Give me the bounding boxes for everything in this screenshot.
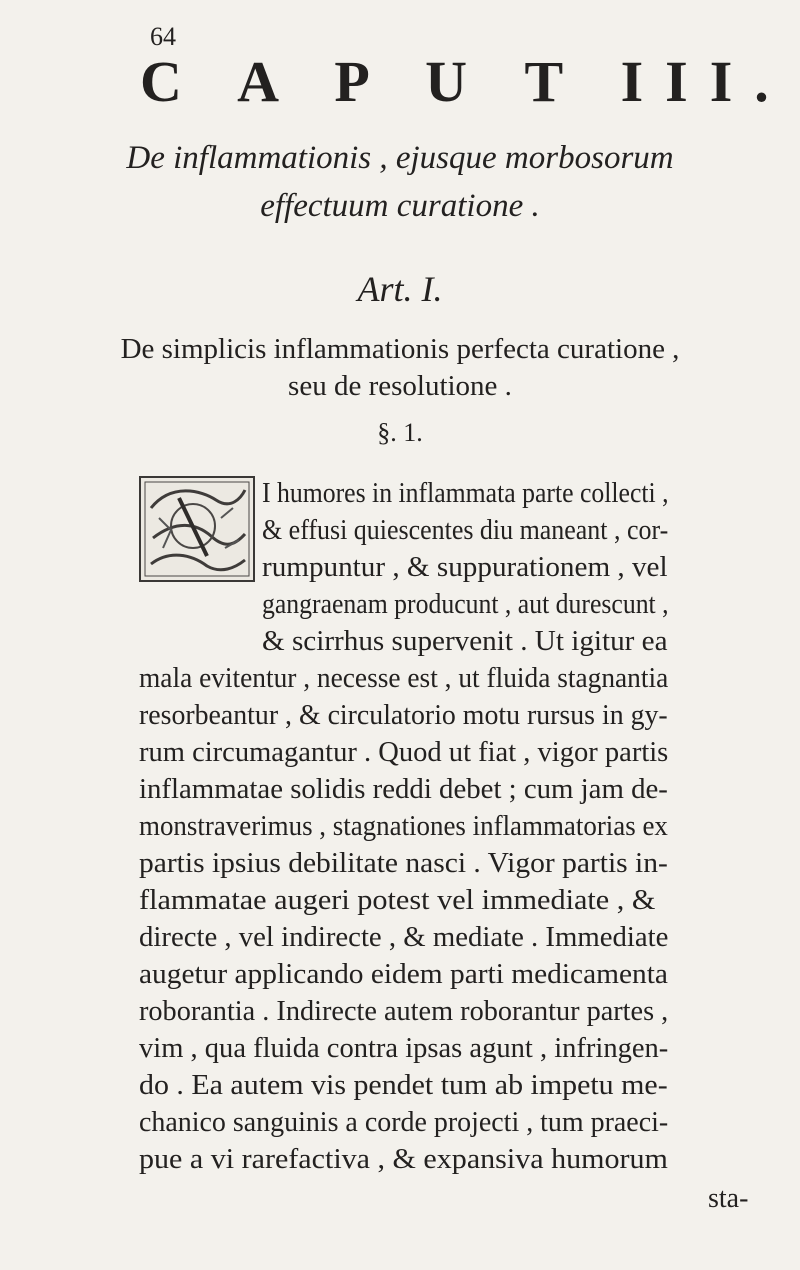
chapter-subtitle-line-1: De inflammationis , ejusque morbosorum [126, 140, 674, 176]
text-line: inflammatae solidis reddi debet ; cum jam de- [139, 774, 668, 805]
text-line: do . Ea autem vis pendet tum ab impetu me- [139, 1070, 668, 1101]
section-heading-line-1: De simplicis inflammationis perfecta curatione , [120, 333, 680, 365]
text-line: pue a vi rarefactiva , & expansiva humorum [139, 1144, 668, 1175]
chapter-title: C A P U T III. [140, 49, 791, 114]
text-line: monstraverimus , stagnationes inflammatorias ex [139, 811, 668, 842]
text-line: directe , vel indirecte , & mediate . Immediate [139, 922, 669, 953]
text-line: rumpuntur , & suppurationem , vel [262, 552, 668, 583]
decorative-initial-icon [139, 476, 255, 582]
text-line: partis ipsius debilitate nasci . Vigor partis in- [139, 848, 668, 879]
text-line: flammatae augeri potest vel immediate , & [139, 885, 656, 916]
text-line: augetur applicando eidem parti medicamenta [139, 959, 668, 990]
section-heading-line-2: seu de resolutione . [288, 370, 512, 402]
catchword: sta- [708, 1183, 749, 1214]
text-line: vim , qua fluida contra ipsas agunt , infringen- [139, 1033, 669, 1064]
text-line: chanico sanguinis a corde projecti , tum praeci- [139, 1107, 669, 1138]
text-line: gangraenam producunt , aut durescunt , [262, 589, 669, 620]
paragraph-number: §. 1. [377, 418, 423, 447]
text-line: rum circumagantur . Quod ut fiat , vigor partis [139, 737, 669, 768]
text-line: & effusi quiescentes diu maneant , cor- [262, 515, 669, 546]
text-line: & scirrhus supervenit . Ut igitur ea [262, 626, 668, 657]
chapter-subtitle-line-2: effectuum curatione . [260, 188, 540, 224]
text-line: roborantia . Indirecte autem roborantur partes , [139, 996, 669, 1027]
text-line: resorbeantur , & circulatorio motu rursus in gy- [139, 700, 668, 731]
page-number: 64 [150, 22, 176, 51]
text-line: mala evitentur , necesse est , ut fluida stagnantia [139, 663, 669, 694]
article-heading: Art. I. [357, 269, 443, 309]
text-line: I humores in inflammata parte collecti , [262, 478, 669, 509]
